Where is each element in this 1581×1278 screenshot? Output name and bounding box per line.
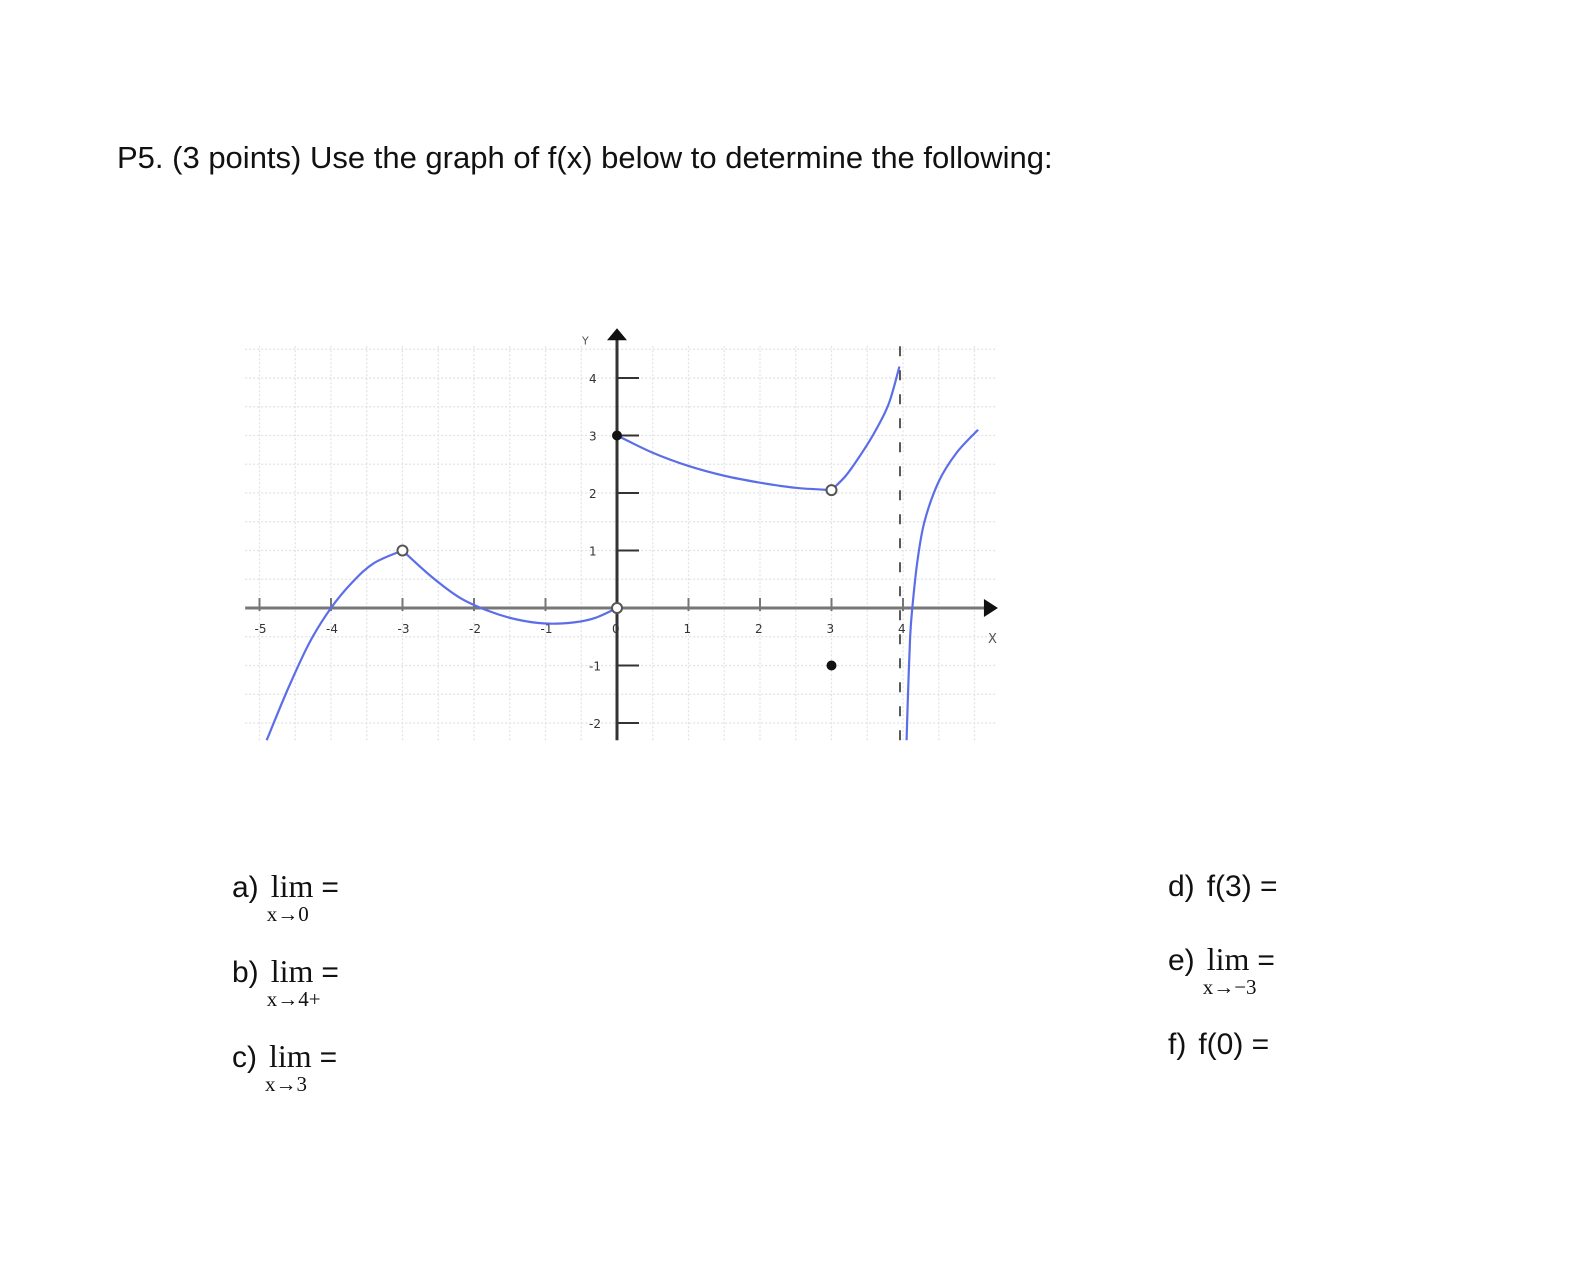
question-b bbox=[232, 953, 339, 1011]
y-tick-label: 2 bbox=[589, 487, 597, 501]
question-f bbox=[1168, 1030, 1269, 1060]
open-point bbox=[612, 603, 622, 613]
y-axis-arrow bbox=[607, 328, 627, 340]
problem-title: P5. (3 points) Use the graph of f(x) below to determine the following: bbox=[117, 140, 1053, 175]
y-tick-label: 1 bbox=[589, 544, 597, 559]
x-tick-label: 3 bbox=[826, 622, 835, 636]
question-a bbox=[232, 868, 339, 926]
question-a-lim-word: lim bbox=[270, 868, 314, 904]
function-graph bbox=[228, 298, 1018, 768]
question-d-text: f(3) = bbox=[1206, 870, 1278, 903]
question-c-label: c) bbox=[232, 1041, 257, 1074]
question-c bbox=[232, 1038, 338, 1096]
open-point bbox=[827, 485, 837, 495]
y-axis-label: Y bbox=[582, 334, 589, 348]
curve-right-rise bbox=[832, 367, 900, 491]
x-tick-label: 2 bbox=[755, 622, 763, 636]
x-tick-label: 1 bbox=[683, 622, 692, 636]
question-e-lim bbox=[1202, 941, 1257, 999]
question-d bbox=[1168, 872, 1278, 902]
x-tick-label: -2 bbox=[469, 622, 481, 636]
question-b-label: b) bbox=[232, 956, 259, 989]
y-tick-label: 4 bbox=[589, 372, 597, 386]
question-a-label: a) bbox=[232, 871, 259, 904]
open-point bbox=[398, 546, 408, 556]
question-e-lim-word: lim bbox=[1206, 941, 1250, 977]
closed-point bbox=[612, 431, 622, 441]
question-c-lim-word: lim bbox=[269, 1038, 312, 1074]
question-a-sub: x→0 bbox=[266, 902, 309, 926]
y-tick-label: -1 bbox=[589, 659, 601, 674]
question-f-text: f(0) = bbox=[1198, 1028, 1270, 1061]
x-tick-label: -3 bbox=[397, 622, 410, 636]
x-axis-label: X bbox=[987, 632, 997, 647]
question-a-eq: = bbox=[321, 871, 339, 904]
x-tick-label: -4 bbox=[326, 622, 338, 636]
question-c-lim bbox=[265, 1038, 312, 1096]
x-tick-label: -5 bbox=[254, 622, 267, 636]
question-c-eq: = bbox=[319, 1041, 338, 1074]
x-tick-label: 0 bbox=[612, 622, 620, 636]
x-tick-label: -1 bbox=[540, 622, 553, 636]
x-axis-arrow bbox=[984, 599, 998, 617]
question-e-eq: = bbox=[1257, 944, 1275, 977]
question-e-sub: x→−3 bbox=[1202, 975, 1257, 999]
question-a-lim bbox=[266, 868, 314, 926]
question-e bbox=[1168, 941, 1275, 999]
question-c-sub: x→3 bbox=[265, 1072, 307, 1096]
question-b-sub: x→4+ bbox=[266, 987, 321, 1011]
y-tick-label: -2 bbox=[589, 717, 601, 731]
question-b-lim bbox=[266, 953, 321, 1011]
question-d-label: d) bbox=[1168, 870, 1195, 903]
closed-point bbox=[827, 661, 837, 671]
question-b-lim-word: lim bbox=[270, 953, 314, 989]
y-tick-label: 3 bbox=[589, 429, 597, 444]
question-e-label: e) bbox=[1168, 944, 1195, 977]
question-b-eq: = bbox=[321, 956, 339, 989]
question-f-label: f) bbox=[1168, 1028, 1187, 1061]
x-tick-label: 4 bbox=[898, 622, 906, 636]
